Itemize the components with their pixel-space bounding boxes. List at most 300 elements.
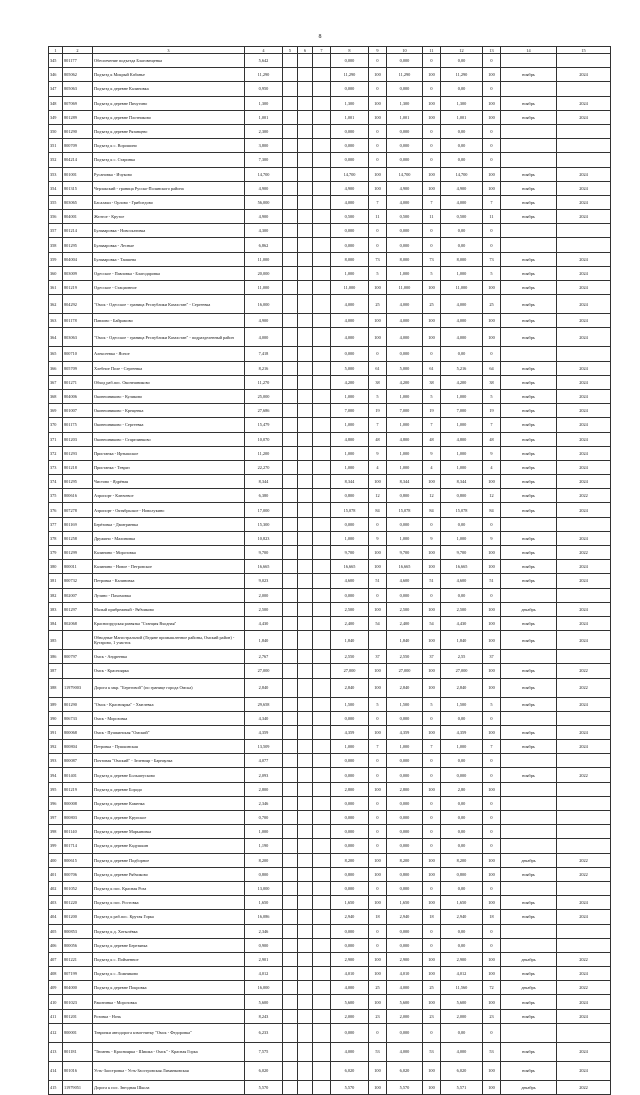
road-code: 804292 [63,295,93,314]
percent-value-2: 0 [423,938,441,952]
col-5 [283,560,298,574]
road-name: "Омск - Одесское - граница Республики Казахстан" - Сергеевка [93,295,245,314]
road-name: Подъезд к деревне Марьяновка [93,825,245,839]
road-code: 801001 [63,167,93,181]
col-5 [283,1080,298,1094]
row-number: 387 [49,664,63,678]
col-5 [283,664,298,678]
row-number: 380 [49,560,63,574]
col-5 [283,678,298,697]
percent-value-2: 0 [423,224,441,238]
length-value: 14,700 [331,167,369,181]
month [501,224,557,238]
table-row [49,740,611,754]
total-length: 27,686 [245,404,283,418]
length-value-2: 0,000 [387,347,423,361]
road-code: 802007 [63,588,93,602]
row-number: 347 [49,82,63,96]
length-value: 8,344 [331,475,369,489]
col-7 [313,295,331,314]
col-5 [283,347,298,361]
row-number: 359 [49,252,63,266]
length-value: 2,800 [331,782,369,796]
total-length: 5,642 [245,54,283,68]
col-6 [298,664,313,678]
length-value-3: 0,00 [441,839,483,853]
col-5 [283,460,298,474]
length-value-3: 5,216 [441,361,483,375]
road-name: Подъезд к д. Хотылёвка [93,924,245,938]
length-value-3: 0,00 [441,1023,483,1042]
year [557,711,611,725]
month: ноябрь [501,664,557,678]
total-length: 8,200 [245,853,283,867]
length-value: 8,000 [331,252,369,266]
month: ноябрь [501,489,557,503]
col-7 [313,153,331,167]
percent-value-2: 100 [423,967,441,981]
percent-value: 7 [369,195,387,209]
month: ноябрь [501,389,557,403]
col-6 [298,314,313,328]
percent-value-2: 0 [423,754,441,768]
percent-value-2: 0 [423,839,441,853]
table-row [49,588,611,602]
total-length: 2,767 [245,650,283,664]
row-number: 413 [49,1042,63,1061]
month [501,796,557,810]
col-5 [283,754,298,768]
month: ноябрь [501,896,557,910]
col-7 [313,768,331,782]
length-value-3: 11,000 [441,281,483,295]
length-value-2: 4,000 [387,981,423,995]
month: декабрь [501,853,557,867]
col-7 [313,616,331,630]
percent-value-2: 7 [423,418,441,432]
month: ноябрь [501,418,557,432]
road-name: Дружино - Малиновка [93,531,245,545]
total-length: 22,270 [245,460,283,474]
road-name: Пристанка - Тевриз [93,460,245,474]
percent-value: 73 [369,252,387,266]
month [501,711,557,725]
table-row [49,153,611,167]
col-6 [298,210,313,224]
length-value: 1,500 [331,697,369,711]
road-name: Подъезд к деревне Подборное [93,853,245,867]
col-7 [313,389,331,403]
percent-value: 18 [369,910,387,924]
road-code: 801258 [63,531,93,545]
total-length: 16,086 [245,910,283,924]
table-row [49,124,611,138]
percent-value-2: 100 [423,853,441,867]
column-header: 12 [441,47,483,54]
col-5 [283,181,298,195]
column-header: 14 [501,47,557,54]
length-value-2: 2,000 [387,1009,423,1023]
percent-value-3: 100 [483,967,501,981]
road-name: Подъезд к деревне Пичугино [93,96,245,110]
percent-value-3: 0 [483,768,501,782]
length-value-2: 0,000 [387,588,423,602]
road-code: 800732 [63,574,93,588]
road-code: 800803 [63,811,93,825]
length-value: 11,000 [331,281,369,295]
road-name: Хлебное Поле - Сергеевка [93,361,245,375]
month [501,517,557,531]
percent-value-3: 100 [483,995,501,1009]
length-value-3: 0,00 [441,82,483,96]
road-code: 802068 [63,616,93,630]
road-name: "Омск - Одесское - граница Республики Казахстан" - подразделенный район [93,328,245,347]
row-number: 415 [49,1080,63,1094]
road-code: 801177 [63,54,93,68]
total-length: 11,270 [245,375,283,389]
month: ноябрь [501,404,557,418]
length-value: 9,700 [331,546,369,560]
column-header: 6 [298,47,313,54]
row-number: 396 [49,796,63,810]
length-value-2: 4,000 [387,1042,423,1061]
percent-value-2: 0 [423,82,441,96]
percent-value-2: 100 [423,560,441,574]
column-header: 4 [245,47,283,54]
year: 2024 [557,167,611,181]
col-5 [283,314,298,328]
col-7 [313,546,331,560]
col-7 [313,418,331,432]
year: 2024 [557,616,611,630]
year [557,517,611,531]
length-value-2: 0,000 [387,82,423,96]
road-code: 801220 [63,896,93,910]
percent-value-3: 100 [483,725,501,739]
col-5 [283,896,298,910]
length-value-2: 0,500 [387,210,423,224]
road-code: 801052 [63,881,93,895]
road-name: Подъезд к пос. Ростовка [93,896,245,910]
percent-value-3: 0 [483,711,501,725]
length-value: 1,001 [331,110,369,124]
percent-value-2: 7 [423,740,441,754]
col-5 [283,489,298,503]
percent-value: 0 [369,54,387,68]
col-7 [313,82,331,96]
percent-value-3: 0 [483,153,501,167]
table-row [49,574,611,588]
col-5 [283,475,298,489]
col-5 [283,924,298,938]
table-row [49,825,611,839]
percent-value-3: 51 [483,574,501,588]
road-name: Обводные Магистральной (Ледяне промышленное районы, Омский район) - Кутарово, 1 участок [93,631,245,650]
col-7 [313,574,331,588]
col-7 [313,711,331,725]
percent-value-2: 0 [423,124,441,138]
month: декабрь [501,981,557,995]
length-value: 0,000 [331,924,369,938]
road-code [63,631,93,650]
percent-value-2: 100 [423,167,441,181]
percent-value-2: 48 [423,432,441,446]
percent-value: 37 [369,650,387,664]
col-7 [313,697,331,711]
month: ноябрь [501,432,557,446]
percent-value: 0 [369,825,387,839]
col-7 [313,740,331,754]
col-5 [283,224,298,238]
col-7 [313,68,331,82]
length-value: 0,000 [331,588,369,602]
table-row [49,531,611,545]
length-value-3: 7,000 [441,404,483,418]
year: 2024 [557,418,611,432]
month: ноябрь [501,616,557,630]
length-value-3: 1,000 [441,418,483,432]
col-6 [298,489,313,503]
table-row [49,697,611,711]
col-7 [313,754,331,768]
col-5 [283,796,298,810]
percent-value-3: 25 [483,295,501,314]
length-value-3: 0,00 [441,825,483,839]
row-number: 404 [49,910,63,924]
length-value-2: 0,000 [387,711,423,725]
col-5 [283,1023,298,1042]
length-value-2: 0,000 [387,124,423,138]
col-6 [298,782,313,796]
table-row [49,910,611,924]
percent-value-2: 0 [423,54,441,68]
col-7 [313,404,331,418]
col-7 [313,328,331,347]
length-value-3: 0,00 [441,517,483,531]
percent-value: 100 [369,281,387,295]
length-value-3: 2,55 [441,650,483,664]
col-5 [283,1009,298,1023]
month [501,650,557,664]
length-value: 0,800 [331,489,369,503]
road-code: 801175 [63,418,93,432]
road-name: Оконешниково - Куликово [93,389,245,403]
percent-value-3: 0 [483,938,501,952]
length-value-3: 0,00 [441,54,483,68]
road-name: Подъезд к Мокрый Кабанье [93,68,245,82]
percent-value: 23 [369,1009,387,1023]
road-name: Лузино - Пахомовка [93,588,245,602]
length-value: 0,000 [331,1023,369,1042]
percent-value: 0 [369,938,387,952]
percent-value: 61 [369,361,387,375]
length-value-3: 2,840 [441,678,483,697]
percent-value-2: 100 [423,68,441,82]
col-6 [298,389,313,403]
total-length: 0,800 [245,867,283,881]
percent-value: 9 [369,446,387,460]
col-6 [298,881,313,895]
col-5 [283,616,298,630]
percent-value-2: 73 [423,252,441,266]
row-number: 395 [49,782,63,796]
percent-value-3: 72 [483,981,501,995]
total-length: 2,346 [245,924,283,938]
length-value: 4,600 [331,574,369,588]
col-7 [313,981,331,995]
col-5 [283,328,298,347]
total-length: 10,070 [245,432,283,446]
col-5 [283,782,298,796]
percent-value-3: 0 [483,754,501,768]
total-length: 11,000 [245,252,283,266]
percent-value: 100 [369,725,387,739]
length-value-3: 8,344 [441,475,483,489]
row-number: 363 [49,314,63,328]
percent-value-3: 100 [483,853,501,867]
road-code: 804214 [63,153,93,167]
length-value-2: 0,800 [387,867,423,881]
percent-value: 11 [369,210,387,224]
percent-value-3: 0 [483,839,501,853]
col-5 [283,375,298,389]
month: ноябрь [501,768,557,782]
month: ноябрь [501,631,557,650]
percent-value: 9 [369,531,387,545]
year: 2022 [557,952,611,966]
table-row [49,616,611,630]
col-7 [313,825,331,839]
percent-value: 25 [369,295,387,314]
road-code: 807199 [63,967,93,981]
percent-value-2: 100 [423,181,441,195]
length-value-2: 2,400 [387,616,423,630]
year: 2024 [557,503,611,517]
col-5 [283,811,298,825]
length-value: 0,000 [331,796,369,810]
length-value-3: 4,000 [441,195,483,209]
total-length: 7,575 [245,1042,283,1061]
road-code: 801315 [63,181,93,195]
length-value-3: 1,000 [441,446,483,460]
row-number: 410 [49,995,63,1009]
table-row [49,418,611,432]
percent-value-3: 100 [483,678,501,697]
table-row [49,1009,611,1023]
length-value: 16,665 [331,560,369,574]
road-name: Подъезд к деревне Рязанцево [93,124,245,138]
col-6 [298,361,313,375]
length-value-2: 11,000 [387,281,423,295]
percent-value-3: 100 [483,631,501,650]
col-5 [283,740,298,754]
table-row [49,167,611,181]
percent-value-2: 51 [423,574,441,588]
length-value-3: 0,000 [441,768,483,782]
year [557,839,611,853]
length-value: 1,840 [331,631,369,650]
length-value-3: 1,000 [441,740,483,754]
col-6 [298,867,313,881]
row-number: 406 [49,938,63,952]
percent-value: 0 [369,1023,387,1042]
row-number: 389 [49,697,63,711]
table-row [49,54,611,68]
year: 2024 [557,740,611,754]
col-7 [313,881,331,895]
percent-value-2: 19 [423,404,441,418]
col-7 [313,938,331,952]
col-5 [283,574,298,588]
road-code: 801214 [63,224,93,238]
percent-value-3: 9 [483,446,501,460]
col-7 [313,531,331,545]
percent-value-2: 100 [423,725,441,739]
col-7 [313,995,331,1009]
month: ноябрь [501,867,557,881]
col-6 [298,82,313,96]
year: 2024 [557,181,611,195]
percent-value-2: 0 [423,768,441,782]
length-value: 0,000 [331,768,369,782]
length-value-2: 1,000 [387,740,423,754]
length-value: 4,000 [331,314,369,328]
road-code: 801289 [63,110,93,124]
percent-value-2: 100 [423,664,441,678]
total-length: 4,900 [245,210,283,224]
year [557,650,611,664]
length-value: 4,000 [331,1042,369,1061]
month: ноябрь [501,110,557,124]
percent-value-2: 100 [423,1061,441,1080]
length-value: 5,600 [331,995,369,1009]
col-6 [298,328,313,347]
percent-value: 0 [369,124,387,138]
length-value-3: 4,000 [441,328,483,347]
row-number: 376 [49,503,63,517]
col-7 [313,782,331,796]
road-name: Подъезд к раб.пос. Крутая Горка [93,910,245,924]
length-value-3: 6,020 [441,1061,483,1080]
col-6 [298,266,313,280]
month [501,754,557,768]
percent-value-3: 7 [483,195,501,209]
length-value: 2,940 [331,910,369,924]
col-6 [298,295,313,314]
month: ноябрь [501,328,557,347]
road-name: Аэропорт - Октябрьское - Новолукино [93,503,245,517]
table-row [49,517,611,531]
total-length: 11,290 [245,68,283,82]
col-5 [283,389,298,403]
col-6 [298,281,313,295]
length-value-2: 0,000 [387,54,423,68]
length-value-3: 4,000 [441,314,483,328]
percent-value-2: 5 [423,266,441,280]
percent-value: 12 [369,489,387,503]
length-value-2: 2,800 [387,782,423,796]
total-length: 6,380 [245,489,283,503]
col-7 [313,631,331,650]
percent-value: 0 [369,811,387,825]
length-value: 2,400 [331,616,369,630]
year [557,1023,611,1042]
percent-value-3: 100 [483,96,501,110]
length-value-3: 4,800 [441,432,483,446]
table-header [49,47,611,54]
length-value-3: 0,500 [441,210,483,224]
column-header: 5 [283,47,298,54]
